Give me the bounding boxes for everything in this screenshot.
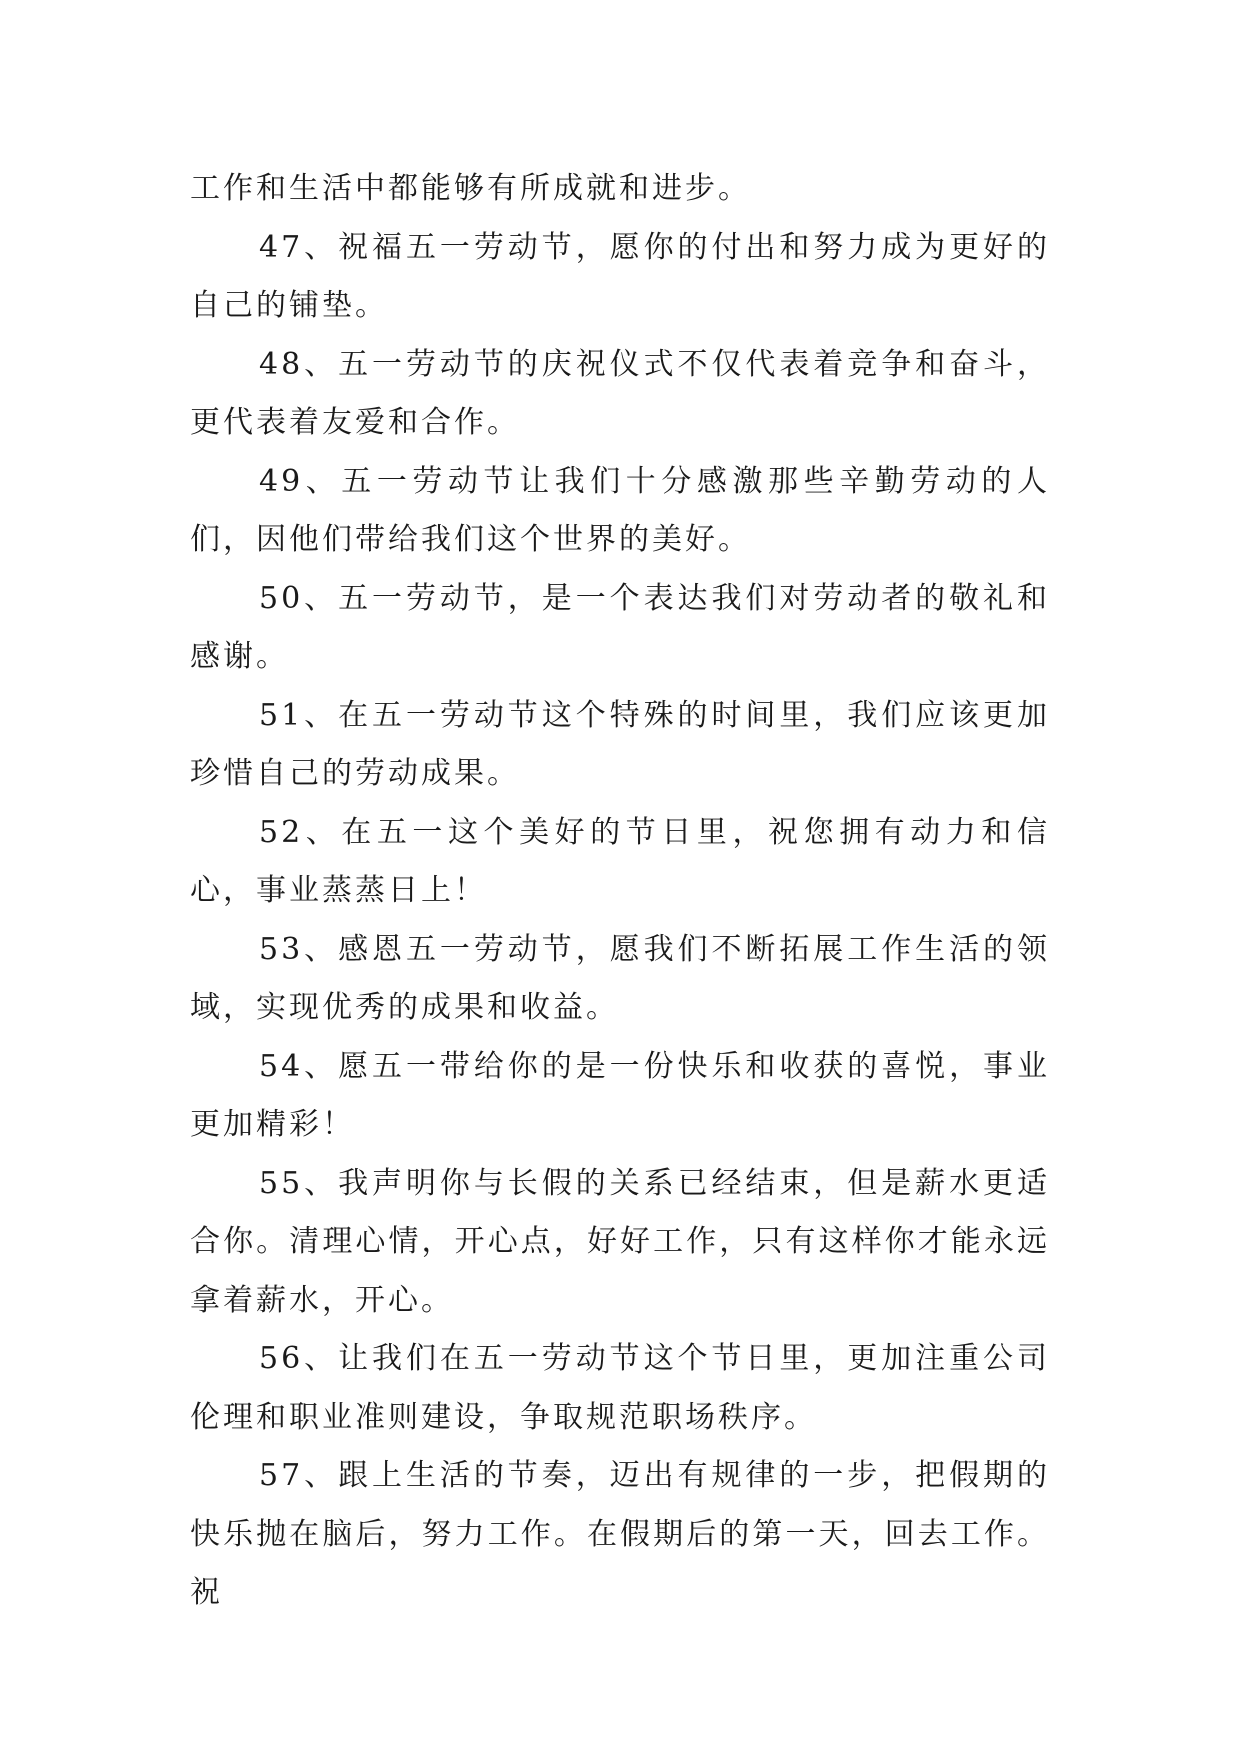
paragraph-56: 56、让我们在五一劳动节这个节日里，更加注重公司伦理和职业准则建设，争取规范职场秩序。 <box>190 1341 1050 1435</box>
paragraph-48: 48、五一劳动节的庆祝仪式不仅代表着竞争和奋斗，更代表着友爱和合作。 <box>190 346 1050 440</box>
paragraph-47: 47、祝福五一劳动节，愿你的付出和努力成为更好的自己的铺垫。 <box>190 229 1050 323</box>
paragraph-53: 53、感恩五一劳动节，愿我们不断拓展工作生活的领域，实现优秀的成果和收益。 <box>190 931 1050 1025</box>
paragraph-54: 54、愿五一带给你的是一份快乐和收获的喜悦，事业更加精彩！ <box>190 1048 1050 1142</box>
paragraph-55: 55、我声明你与长假的关系已经结束，但是薪水更适合你。清理心情，开心点，好好工作，只有这样你才能永远拿着薪水，开心。 <box>190 1165 1050 1318</box>
paragraph-57: 57、跟上生活的节奏，迈出有规律的一步，把假期的快乐抛在脑后，努力工作。在假期后的第一天，回去工作。祝 <box>190 1458 1050 1610</box>
paragraph-50: 50、五一劳动节，是一个表达我们对劳动者的敬礼和感谢。 <box>190 580 1050 674</box>
paragraph-52: 52、在五一这个美好的节日里，祝您拥有动力和信心，事业蒸蒸日上！ <box>190 814 1050 908</box>
document-page <box>190 160 1050 1623</box>
paragraph-51: 51、在五一劳动节这个特殊的时间里，我们应该更加珍惜自己的劳动成果。 <box>190 697 1050 791</box>
paragraph-49: 49、五一劳动节让我们十分感激那些辛勤劳动的人们，因他们带给我们这个世界的美好。 <box>190 463 1050 557</box>
paragraph-continuation: 工作和生活中都能够有所成就和进步。 <box>190 171 751 206</box>
